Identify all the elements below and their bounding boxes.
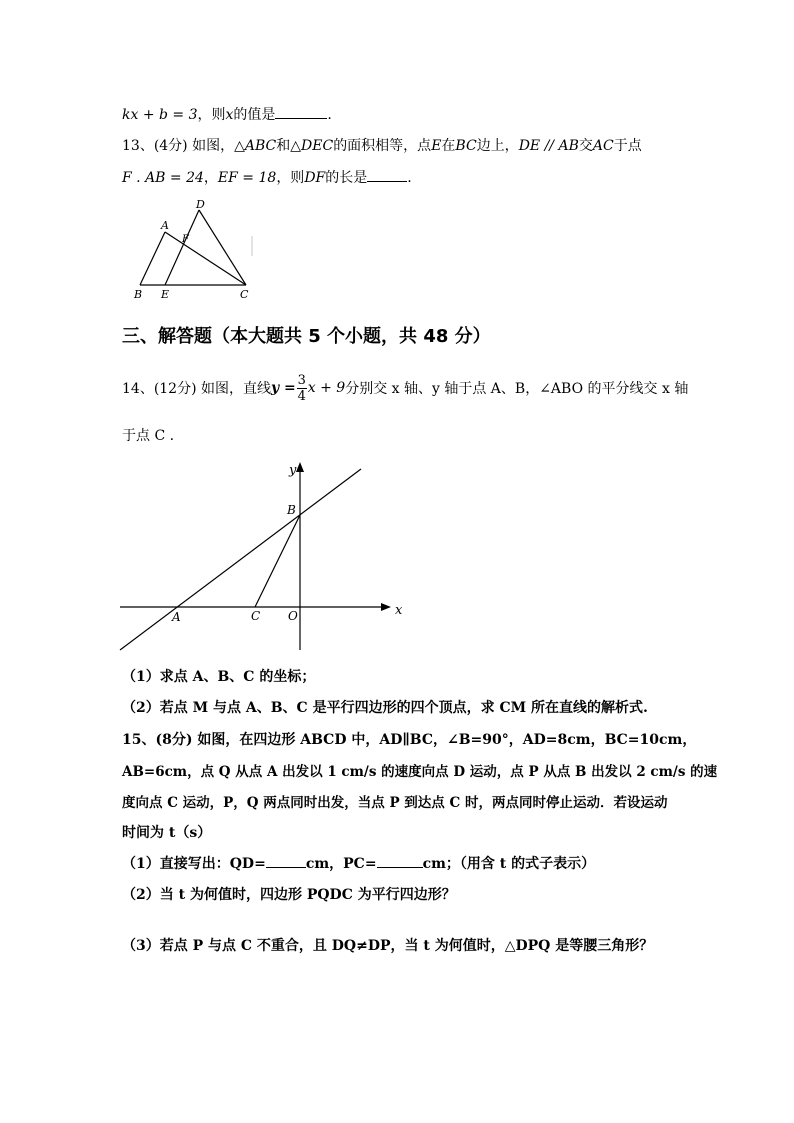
x-axis-arrow-icon	[381, 603, 391, 611]
label-y: y	[289, 463, 297, 478]
label-b: B	[287, 503, 296, 517]
q12-answer-blank[interactable]	[275, 118, 327, 119]
q13-text: 和	[276, 138, 291, 154]
q15-text: cm；（用含 t 的式子表示）	[422, 856, 596, 872]
q12-var: x	[225, 107, 234, 123]
q13-line-2	[122, 167, 412, 187]
q15-text: （1）直接写出：QD=	[122, 856, 266, 872]
label-c: C	[251, 609, 261, 623]
line-bc-bisector	[255, 515, 300, 607]
q13-label-b: B	[134, 288, 143, 301]
q12-text-b: 的值是	[233, 107, 276, 123]
q15-pc-blank[interactable]	[377, 867, 423, 868]
q12-text-a: ，则	[197, 107, 226, 123]
q12-equation: kx + b = 3	[122, 107, 198, 123]
q13-segment-ac: AC	[592, 138, 614, 154]
label-x: x	[395, 603, 403, 618]
q14-denominator: 4	[297, 388, 306, 404]
q13-label-c: C	[240, 288, 249, 301]
section-3-title: 三、解答题（本大题共 5 个小题，共 48 分）	[122, 326, 491, 347]
q13-label-d: D	[196, 198, 205, 211]
q13-triangle-dec: △DEC	[290, 138, 334, 154]
q15-sub-2: （2）当 t 为何值时，四边形 PQDC 为平行四边形？	[122, 887, 456, 903]
q13-text: 在	[441, 138, 456, 154]
q13-ef-value: EF = 18	[217, 170, 277, 186]
q13-triangle-abc: △ABC	[234, 138, 277, 154]
q13-label-e: E	[161, 288, 170, 301]
q14-text: 14、(12分) 如图，直线	[122, 381, 272, 397]
q13-line-de	[165, 210, 199, 285]
q14-x-plus: x + 9	[307, 380, 346, 396]
q15-sub-1	[122, 853, 595, 873]
q13-text: 交	[578, 138, 593, 154]
q13-end: .	[407, 170, 412, 186]
q13-ab-value: F . AB = 24	[122, 170, 204, 186]
q13-text: 于点	[613, 138, 642, 154]
q15-line-3: 度向点 C 运动，P，Q 两点同时出发，当点 P 到达点 C 时，两点同时停止运动．若设运动	[122, 795, 668, 811]
q13-answer-blank[interactable]	[367, 181, 407, 182]
q15-line-1: 15、(8分) 如图，在四边形 ABCD 中，AD∥BC，∠B=90°，AD=8cm，BC=10cm，	[122, 732, 697, 748]
line-ab	[120, 469, 361, 650]
q13-text: 边上，	[476, 138, 519, 154]
q14-line-2: 于点 C .	[122, 428, 175, 444]
q12-end: .	[327, 107, 332, 123]
q13-text: ，则	[276, 170, 305, 186]
q14-numerator: 3	[297, 372, 306, 388]
q13-text: 的面积相等，点	[333, 138, 432, 154]
q14-sub-1: （1）求点 A、B、C 的坐标；	[122, 669, 316, 685]
q14-figure	[115, 460, 415, 660]
q15-text: cm，PC=	[305, 856, 377, 872]
q14-sub-2: （2）若点 M 与点 A、B、C 是平行四边形的四个顶点，求 CM 所在直线的解析式.	[122, 700, 648, 716]
q15-sub-3: （3）若点 P 与点 C 不重合，且 DQ≠DP，当 t 为何值时，△DPQ 是等腰三角形？	[122, 938, 654, 954]
q15-line-2: AB=6cm，点 Q 从点 A 出发以 1 cm/s 的速度向点 D 运动，点 P 从点 B 出发以 2 cm/s 的速	[122, 764, 718, 780]
q13-segment-df: DF	[304, 170, 326, 186]
q13-line-dc	[199, 210, 246, 285]
q13-segment-bc: BC	[455, 138, 477, 154]
q13-line-1	[122, 135, 642, 155]
q14-fraction	[297, 374, 307, 403]
q13-text: 13、(4分) 如图，	[122, 138, 235, 154]
q14-y-eq: y =	[271, 380, 296, 396]
q13-parallel: DE // AB	[518, 138, 579, 154]
q13-text: 的长是	[325, 170, 368, 186]
q13-point-e: E	[431, 138, 442, 154]
q12-tail-line	[122, 104, 332, 124]
q13-text: ，	[203, 170, 218, 186]
q14-text: 分别交 x 轴、y 轴于点 A、B，∠ABO 的平分线交 x 轴	[345, 381, 689, 397]
q13-label-f: F	[182, 234, 189, 245]
label-o: O	[288, 609, 298, 623]
q15-qd-blank[interactable]	[266, 867, 306, 868]
q13-line-ab	[140, 232, 165, 285]
y-axis-arrow-icon	[296, 462, 304, 472]
q13-figure	[125, 198, 265, 304]
q14-line-1	[122, 372, 688, 404]
label-a: A	[172, 610, 181, 624]
q13-label-a: A	[161, 219, 169, 232]
q15-line-4: 时间为 t（s）	[122, 825, 212, 841]
